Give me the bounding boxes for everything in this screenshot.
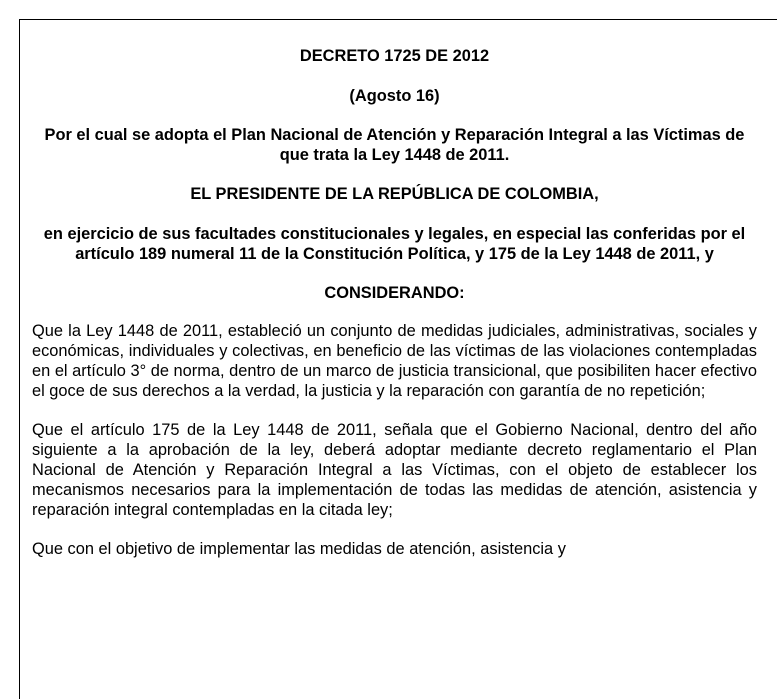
decree-purpose: Por el cual se adopta el Plan Nacional de Atención y Reparación Integral a las Víctimas de que trata la Ley 1448 de 2011.	[44, 126, 745, 164]
decree-powers: en ejercicio de sus facultades constitucionales y legales, en especial las conferidas por el artículo 189 numeral 11 de la Constitución Política, y 175 de la Ley 1448 de 2011, y	[43, 225, 746, 263]
considering-paragraph-3: Que con el objetivo de implementar las medidas de atención, asistencia y	[32, 540, 566, 558]
considering-heading: CONSIDERANDO:	[324, 284, 465, 302]
decree-date: (Agosto 16)	[349, 87, 440, 105]
decree-authority: EL PRESIDENTE DE LA REPÚBLICA DE COLOMBIA,	[190, 185, 599, 203]
considering-paragraph-1: Que la Ley 1448 de 2011, estableció un conjunto de medidas judiciales, administrativas, sociales y económicas, individuales y colectivas, en beneficio de las víctimas de las violaciones contempladas en el artículo 3° de norma, dentro de un marco de justicia transicional, que posibiliten hacer efectivo el goce de sus derechos a la verdad, la justicia y la reparación con garantía de no repetición;	[32, 322, 757, 400]
decree-title: DECRETO 1725 DE 2012	[299, 47, 490, 65]
document-content	[32, 46, 757, 578]
document-page	[19, 19, 777, 699]
considering-paragraph-2: Que el artículo 175 de la Ley 1448 de 2011, señala que el Gobierno Nacional, dentro del año siguiente a la aprobación de la ley, deberá adoptar mediante decreto reglamentario el Plan Nacional de Atención y Reparación Integral a las Víctimas, con el objeto de establecer los mecanismos necesarios para la implementación de todas las medidas de atención, asistencia y reparación integral contempladas en la citada ley;	[32, 421, 757, 519]
